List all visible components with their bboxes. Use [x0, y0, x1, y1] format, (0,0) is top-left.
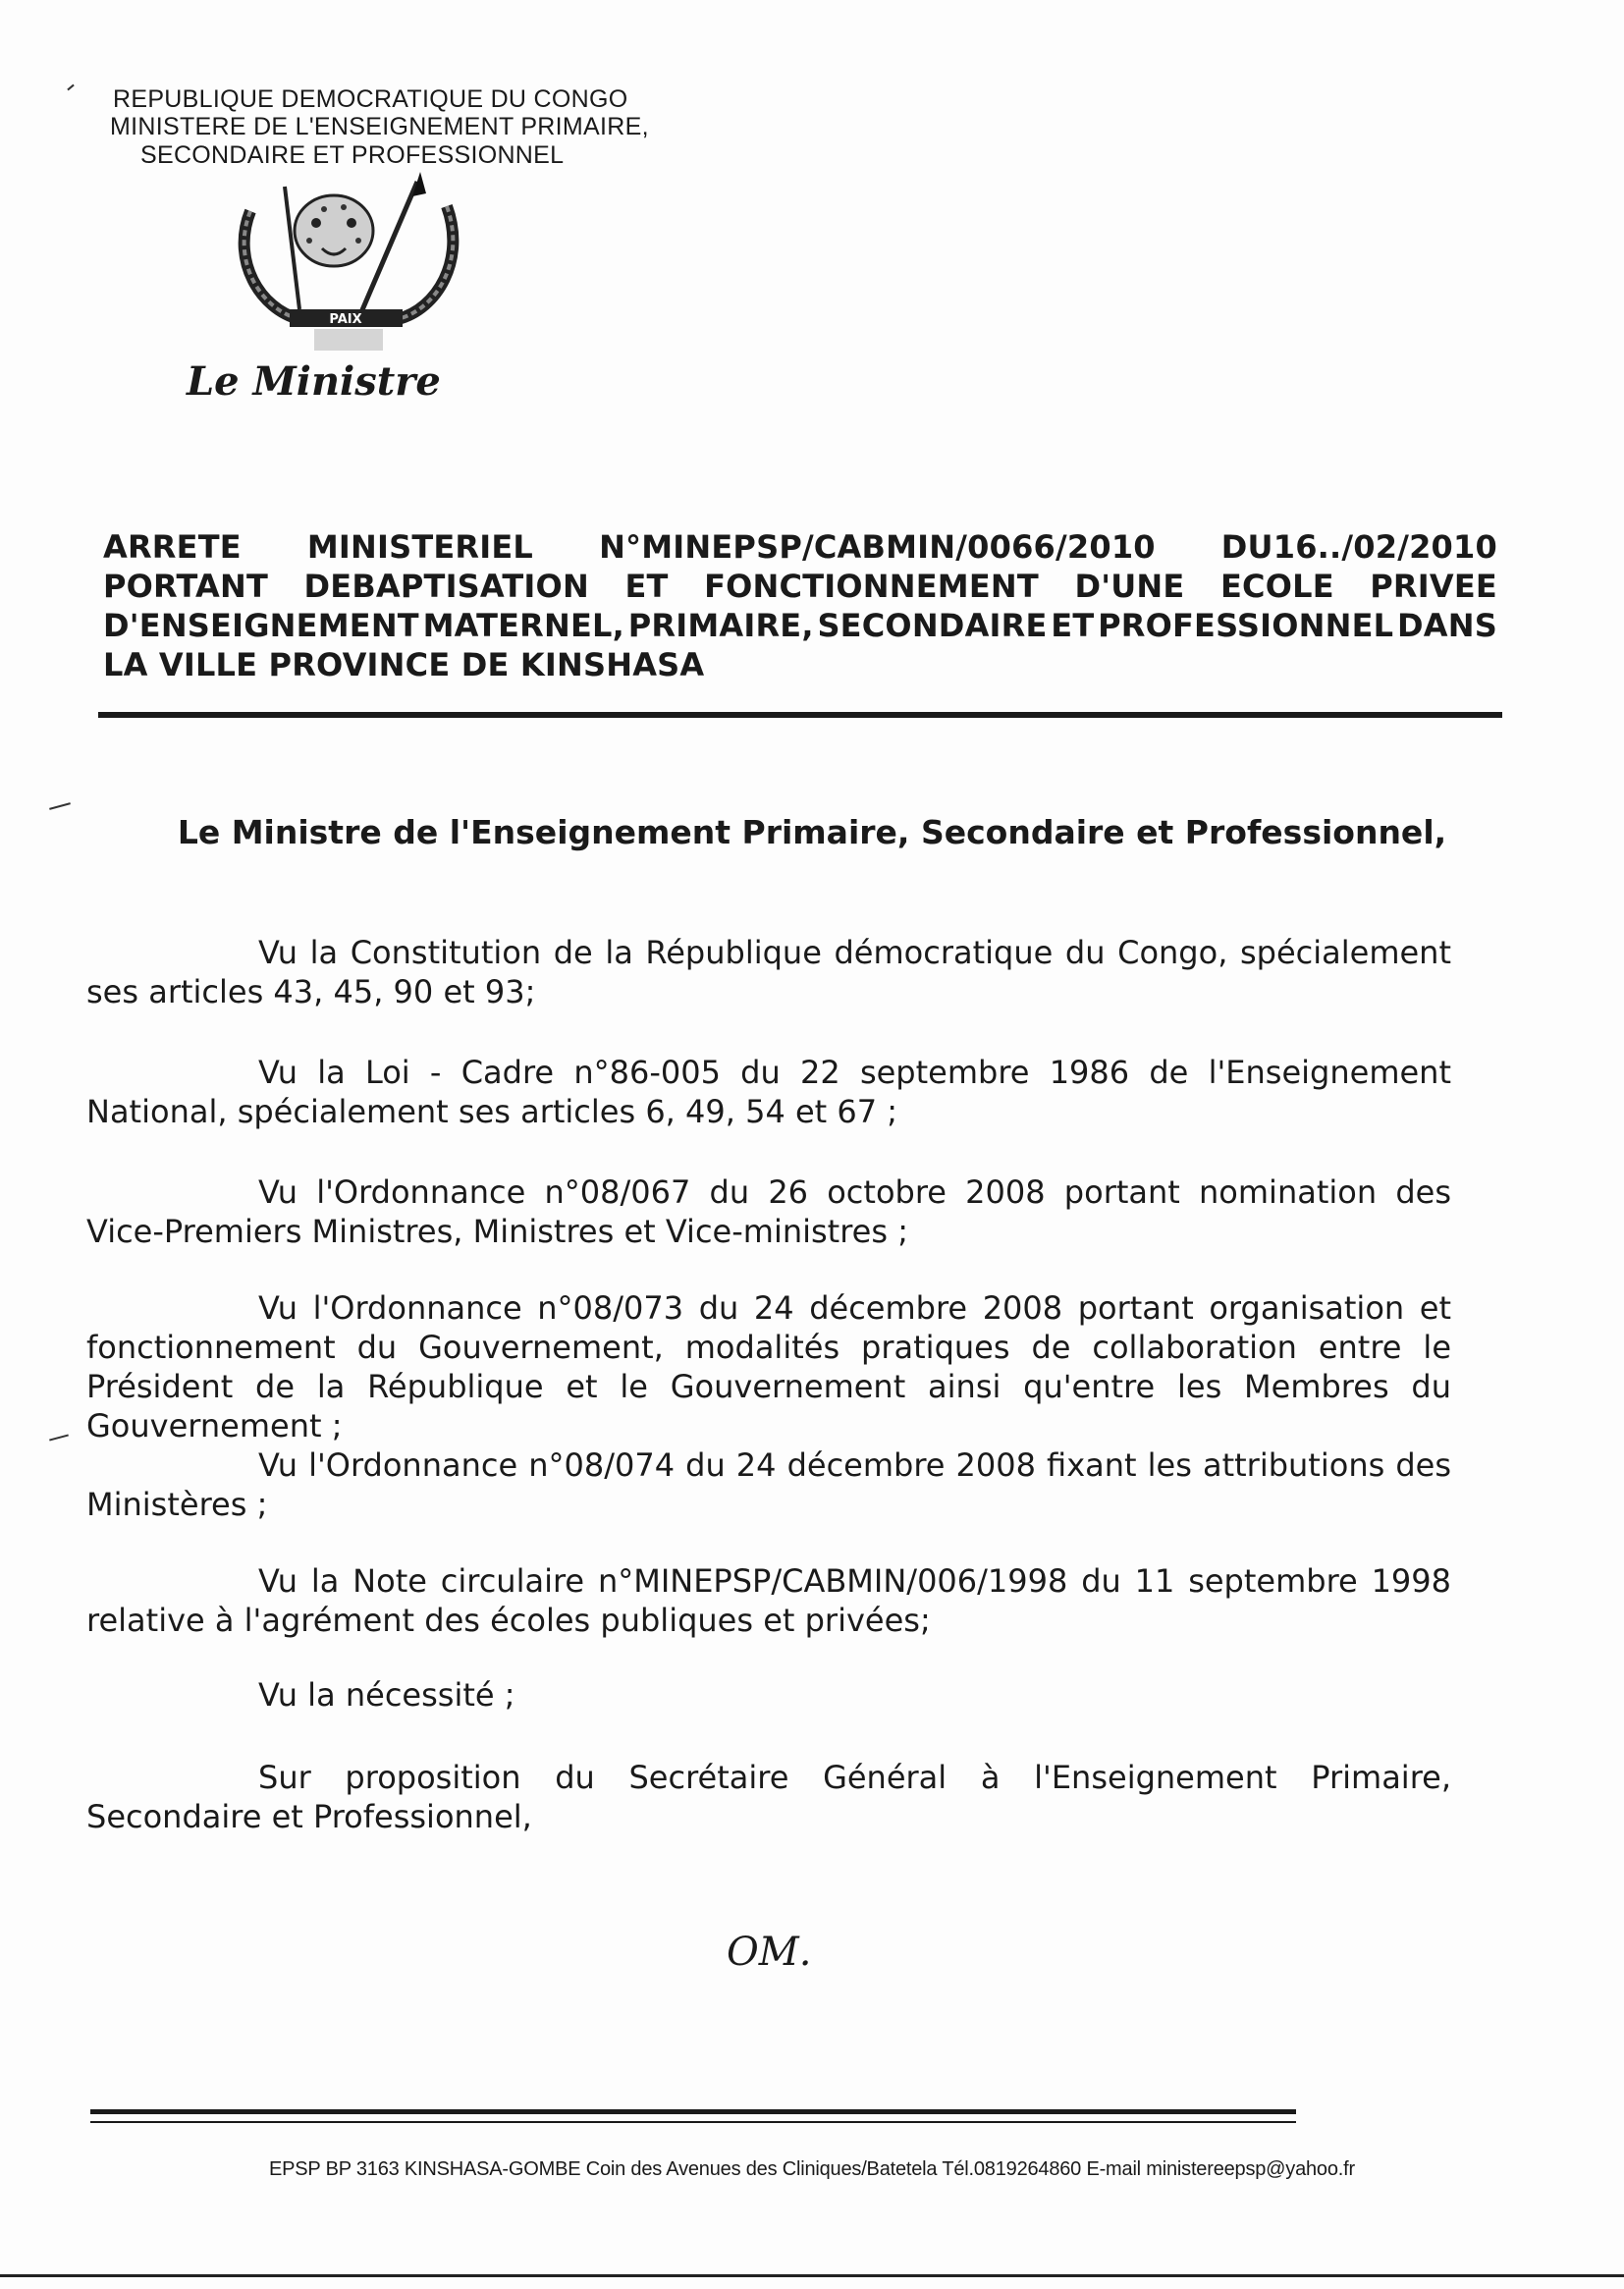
considerant-note-circulaire: Vu la Note circulaire n°MINEPSP/CABMIN/006/1998 du 11 septembre 1998 relative à l'agrément des écoles publiques et privées; [86, 1562, 1451, 1639]
footer-contact: EPSP BP 3163 KINSHASA-GOMBE Coin des Avenues des Cliniques/Batetela Tél.0819264860 E-mail ministereepsp@yahoo.fr [269, 2158, 1355, 2180]
header-country: REPUBLIQUE DEMOCRATIQUE DU CONGO [113, 85, 628, 113]
scan-edge [0, 2274, 1624, 2277]
considerant-ordonnance-074: Vu l'Ordonnance n°08/074 du 24 décembre 2008 fixant les attributions des Ministères ; [86, 1446, 1451, 1523]
title-word: N°MINEPSP/CABMIN/0066/2010 [599, 528, 1156, 566]
title-word: ECOLE [1219, 568, 1334, 605]
header-ministry: MINISTERE DE L'ENSEIGNEMENT PRIMAIRE, [110, 113, 649, 140]
considerant-loi-cadre: Vu la Loi - Cadre n°86-005 du 22 septembre 1986 de l'Enseignement National, spécialement ses articles 6, 49, 54 et 67 ; [86, 1054, 1451, 1130]
proposition: Sur proposition du Secrétaire Général à l'Enseignement Primaire, Secondaire et Professionnel, [86, 1759, 1451, 1835]
title-word: FONCTIONNEMENT [704, 568, 1039, 605]
header-ministry-cont: SECONDAIRE ET PROFESSIONNEL [140, 141, 565, 169]
scan-mark [67, 84, 74, 91]
title-word: DEBAPTISATION [303, 568, 589, 605]
title-word: ET [624, 568, 669, 605]
preamble: Le Ministre de l'Enseignement Primaire, Secondaire et Professionnel, [177, 813, 1447, 851]
title-word: SECONDAIRE [817, 607, 1048, 644]
title-word: DU16../02/2010 [1220, 528, 1497, 566]
considerant-ordonnance-067: Vu l'Ordonnance n°08/067 du 26 octobre 2008 portant nomination des Vice-Premiers Ministres, Ministres et Vice-ministres ; [86, 1173, 1451, 1250]
handwritten-initials: OM. [727, 1930, 812, 1975]
title-row-4 [103, 645, 1497, 684]
considerant-constitution: Vu la Constitution de la République démocratique du Congo, spécialement ses articles 43, 45, 90 et 93; [86, 934, 1451, 1010]
title-word: PRIVEE [1370, 568, 1497, 605]
title-word: MINISTERIEL [306, 528, 534, 566]
coat-of-arms-emblem [226, 172, 471, 368]
title-row-2 [103, 567, 1497, 606]
title-word: ET [1051, 607, 1095, 644]
scan-mark [49, 1434, 69, 1441]
title-word: MATERNEL, [422, 607, 625, 644]
title-word: D'ENSEIGNEMENT [103, 607, 419, 644]
title-text: LA VILLE PROVINCE DE KINSHASA [103, 646, 705, 683]
title-word: DANS [1397, 607, 1497, 644]
decree-title [103, 527, 1497, 684]
considerant-ordonnance-073: Vu l'Ordonnance n°08/073 du 24 décembre 2008 portant organisation et fonctionnement du Gouvernement, modalités pratiques de collaboration entre le Président de la République et le Gouvernement ainsi qu'entre les Membres du Gouvernement ; [86, 1289, 1451, 1444]
title-word: PRIMAIRE, [627, 607, 814, 644]
title-row-3 [103, 606, 1497, 645]
minister-title: Le Ministre [187, 358, 441, 405]
title-row-1 [103, 527, 1497, 567]
scan-mark [49, 802, 71, 810]
footer-divider-thin [90, 2121, 1296, 2123]
considerant-necessite: Vu la nécessité ; [258, 1676, 515, 1714]
title-word: PROFESSIONNEL [1098, 607, 1394, 644]
title-word: D'UNE [1074, 568, 1185, 605]
title-word: ARRETE [103, 528, 242, 566]
footer-divider [90, 2109, 1296, 2114]
title-divider [98, 712, 1502, 718]
title-word: PORTANT [103, 568, 268, 605]
emblem-banner-text: PAIX [329, 312, 362, 327]
